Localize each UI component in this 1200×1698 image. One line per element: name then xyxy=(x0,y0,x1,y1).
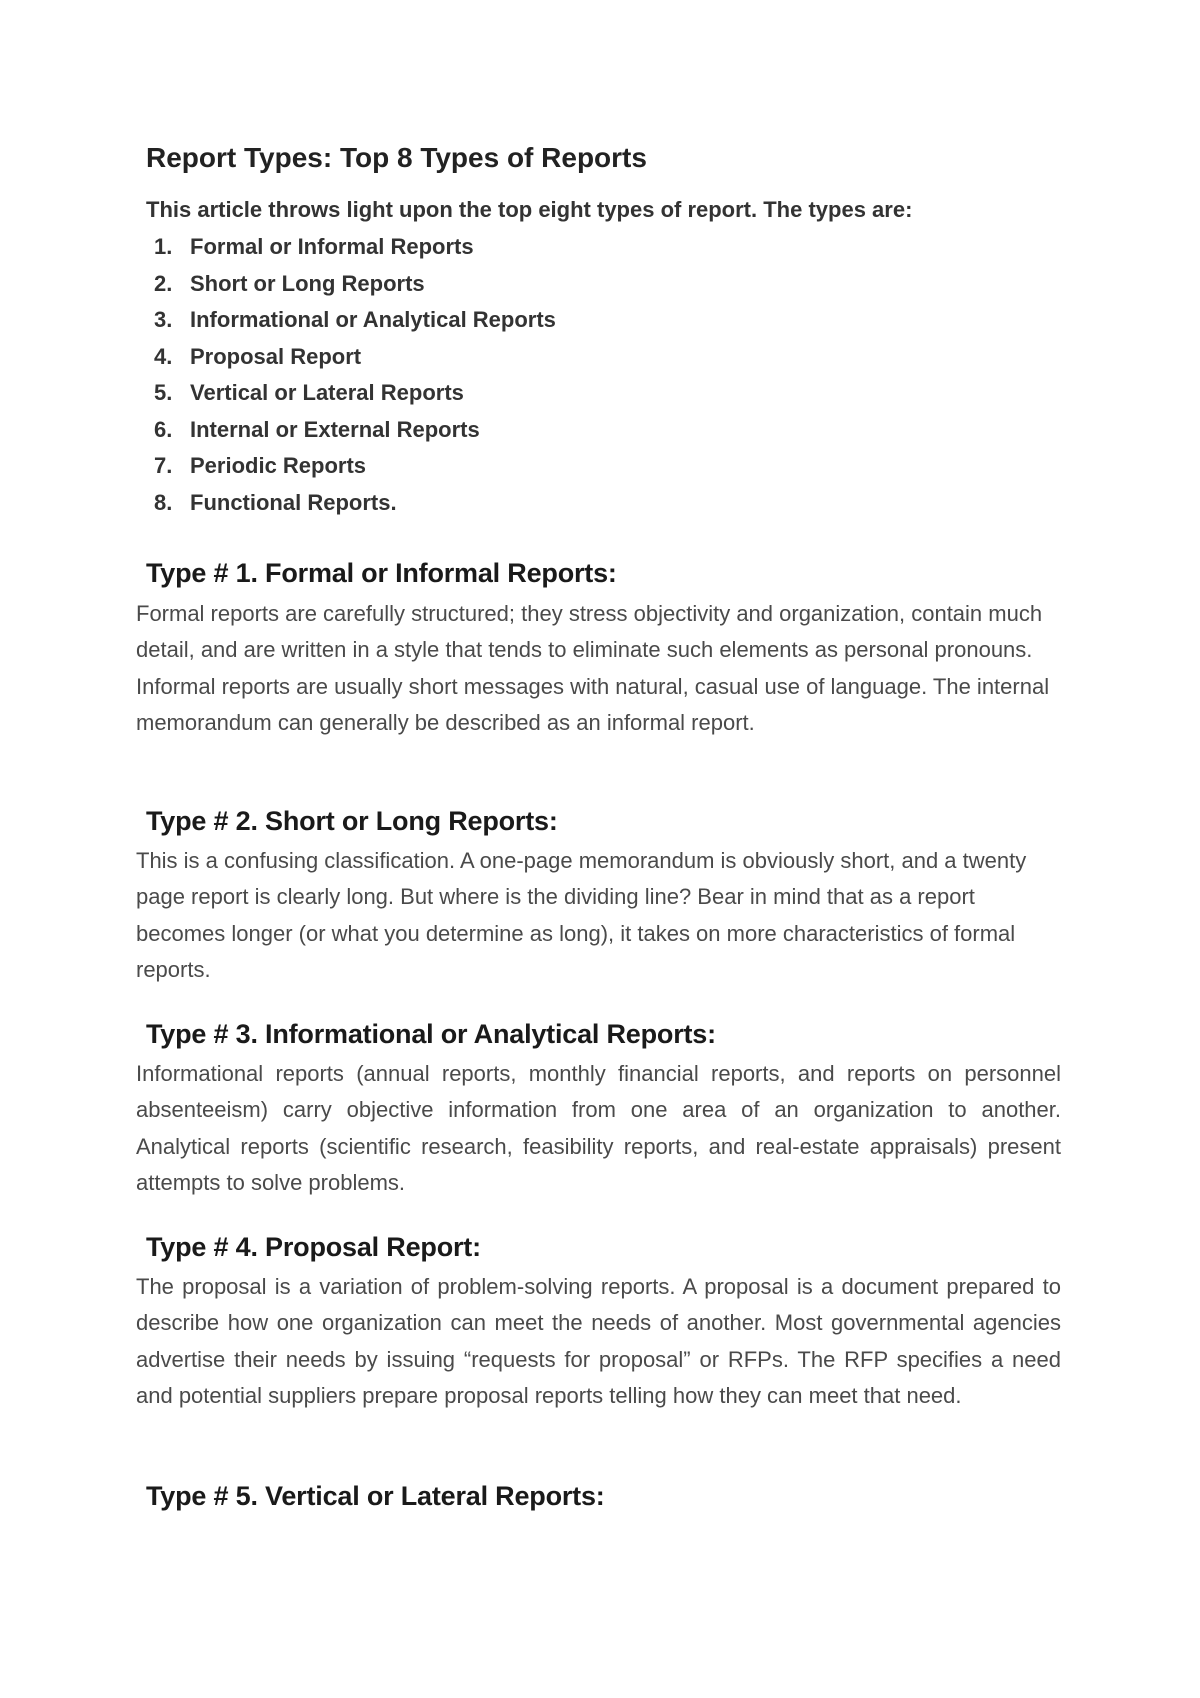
list-item xyxy=(146,269,556,306)
list-item xyxy=(146,378,556,415)
types-list xyxy=(146,232,556,524)
list-item xyxy=(146,451,556,488)
list-number: 4. xyxy=(154,343,173,369)
list-item xyxy=(146,305,556,342)
list-number: 8. xyxy=(154,489,173,515)
list-label: Vertical or Lateral Reports xyxy=(190,380,464,405)
section-heading-short-long: Type # 2. Short or Long Reports: xyxy=(146,806,558,836)
list-number: 5. xyxy=(154,380,173,405)
section-body-formal-informal: Formal reports are carefully structured; they stress objectivity and organization, contain much detail, and are written in a style that tends to eliminate such elements as personal pronouns. Informal reports are usually short messages with natural, casual use of language. The internal memorandum can generally be described as an informal report. xyxy=(136,601,1050,735)
section-body-proposal: The proposal is a variation of problem-solving reports. A proposal is a document prepared to describe how one organization can meet the needs of another. Most governmental agencies advertise their needs by issuing “requests for proposal” or RFPs. The RFP specifies a need and potential suppliers prepare proposal reports telling how they can meet that need. xyxy=(136,1274,1061,1408)
section-body-short-long: This is a confusing classification. A one-page memorandum is obviously short, and a twenty page report is clearly long. But where is the dividing line? Bear in mind that as a report becomes longer (or what you determine as long), it takes on more characteristics of formal reports. xyxy=(136,848,1027,982)
list-number: 7. xyxy=(154,453,173,478)
list-number: 2. xyxy=(154,270,173,296)
list-item xyxy=(146,415,556,452)
section-heading-informational-analytical: Type # 3. Informational or Analytical Reports: xyxy=(146,1019,716,1049)
list-label: Formal or Informal Reports xyxy=(190,234,474,259)
list-label: Informational or Analytical Reports xyxy=(190,307,556,332)
list-label: Periodic Reports xyxy=(190,453,367,478)
section-heading-formal-informal: Type # 1. Formal or Informal Reports: xyxy=(146,558,617,588)
list-number: 3. xyxy=(154,307,173,332)
list-label: Proposal Report xyxy=(190,343,362,369)
list-item xyxy=(146,342,556,379)
section-heading-proposal: Type # 4. Proposal Report: xyxy=(146,1232,481,1262)
intro-text: This article throws light upon the top eight types of report. The types are: xyxy=(146,197,913,222)
list-label: Short or Long Reports xyxy=(190,270,425,296)
list-label: Internal or External Reports xyxy=(190,416,480,442)
list-item xyxy=(146,488,556,525)
section-heading-vertical-lateral: Type # 5. Vertical or Lateral Reports: xyxy=(146,1481,605,1511)
document-title: Report Types: Top 8 Types of Reports xyxy=(146,142,647,173)
list-number: 6. xyxy=(154,416,173,442)
section-body-informational-analytical: Informational reports (annual reports, monthly financial reports, and reports on personnel absenteeism) carry objective information from one area of an organization to another. Analytical reports (scientific research, feasibility reports, and real-estate appraisals) present attempts to solve problems. xyxy=(136,1061,1061,1195)
list-item xyxy=(146,232,556,269)
list-number: 1. xyxy=(154,234,173,259)
list-label: Functional Reports. xyxy=(190,489,397,515)
